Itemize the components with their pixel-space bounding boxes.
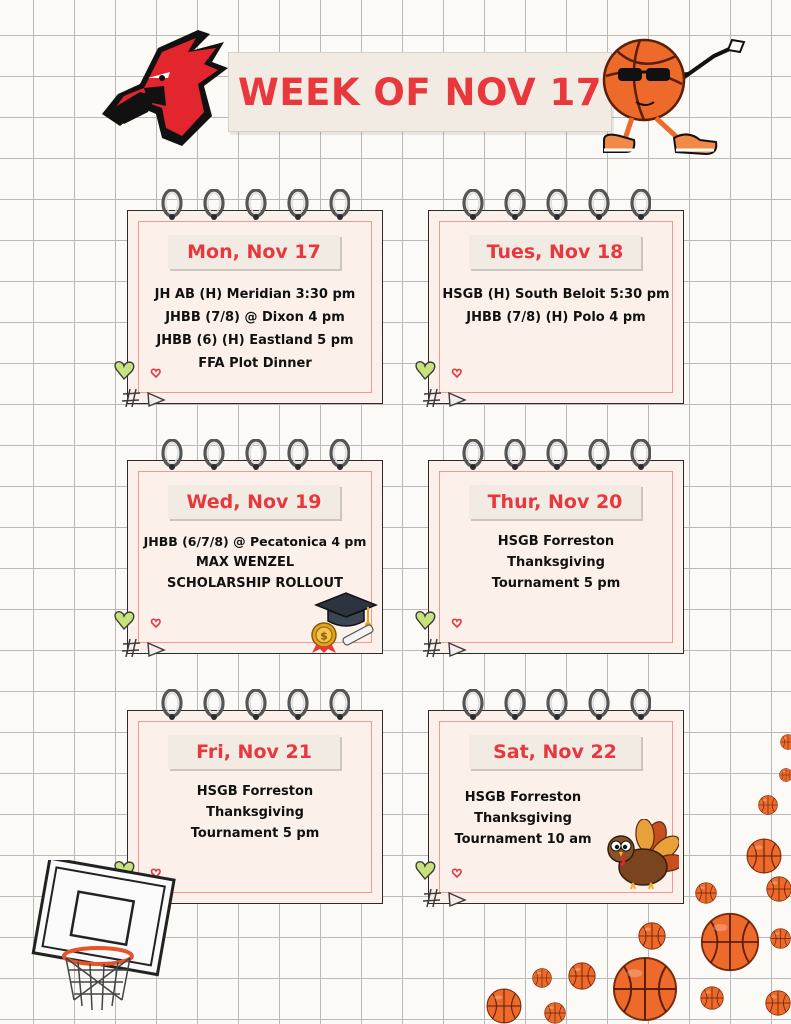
graduation-cap-icon (308, 591, 378, 653)
event-item: JH AB (H) Meridian 3:30 pm (154, 287, 356, 302)
event-item: Tournament 5 pm (491, 576, 621, 591)
event-item: JHBB (7/8) (H) Polo 4 pm (466, 310, 646, 325)
heart-doodle-icon (411, 359, 481, 411)
day-label: Thur, Nov 20 (469, 485, 641, 519)
event-item: HSGB Forreston (497, 534, 615, 549)
event-item: Tournament 5 pm (190, 826, 320, 841)
basketball-icon (779, 768, 791, 782)
cardinal-head-icon (100, 28, 230, 148)
basketball-icon (544, 1002, 566, 1024)
basketball-icon (766, 876, 791, 902)
basketball-icon (695, 882, 717, 904)
event-list (132, 781, 378, 844)
title-banner (228, 52, 612, 132)
heart-doodle-icon (411, 859, 481, 911)
basketball-icon (746, 838, 782, 874)
binder-rings (461, 189, 651, 225)
day-card-mon (127, 210, 383, 404)
binder-rings (160, 439, 350, 475)
basketball-icon (638, 922, 666, 950)
dabbing-basketball-icon (596, 28, 746, 160)
event-item: Thanksgiving (206, 805, 304, 820)
event-list (433, 283, 679, 329)
event-list (433, 787, 613, 850)
basketball-icon (486, 988, 522, 1024)
day-label: Mon, Nov 17 (168, 235, 340, 269)
event-item: HSGB Forreston (196, 784, 314, 799)
event-item: Tournament 10 am (454, 832, 592, 847)
binder-rings (160, 189, 350, 225)
day-label: Wed, Nov 19 (168, 485, 340, 519)
day-card-thu (428, 460, 684, 654)
day-label: Fri, Nov 21 (168, 735, 340, 769)
event-item: Thanksgiving (507, 555, 605, 570)
event-item: FFA Plot Dinner (198, 356, 312, 371)
day-card-sat (428, 710, 684, 904)
event-item: JHBB (6) (H) Eastland 5 pm (156, 333, 354, 348)
basketball-icon (770, 928, 791, 949)
event-list (132, 531, 378, 594)
basketball-icon (765, 990, 791, 1016)
basketball-icon (568, 962, 596, 990)
basketball-icon (700, 912, 760, 972)
basketball-icon (612, 956, 678, 1022)
basketball-icon (532, 968, 552, 988)
event-item: SCHOLARSHIP ROLLOUT (167, 576, 343, 591)
basketball-icon (758, 795, 778, 815)
basketball-icon (700, 986, 724, 1010)
basketball-icon (780, 734, 791, 750)
svg-text:$: $ (320, 629, 328, 643)
event-item: MAX WENZEL (195, 555, 295, 570)
basketball-hoop-icon (26, 860, 176, 1018)
binder-rings (461, 439, 651, 475)
event-item: HSGB (H) South Beloit 5:30 pm (442, 287, 670, 302)
day-card-wed (127, 460, 383, 654)
event-list (433, 531, 679, 594)
event-item: HSGB Forreston (464, 790, 582, 805)
heart-doodle-icon (110, 359, 180, 411)
day-label: Sat, Nov 22 (469, 735, 641, 769)
turkey-icon (597, 819, 679, 891)
event-item: JHBB (7/8) @ Dixon 4 pm (165, 310, 345, 325)
day-card-tue (428, 210, 684, 404)
event-item: JHBB (6/7/8) @ Pecatonica 4 pm (143, 534, 367, 549)
event-item: Thanksgiving (474, 811, 572, 826)
day-label: Tues, Nov 18 (469, 235, 641, 269)
heart-doodle-icon (110, 609, 180, 661)
page-title: WEEK OF NOV 17 (238, 70, 602, 114)
binder-rings (461, 689, 651, 725)
binder-rings (160, 689, 350, 725)
heart-doodle-icon (411, 609, 481, 661)
